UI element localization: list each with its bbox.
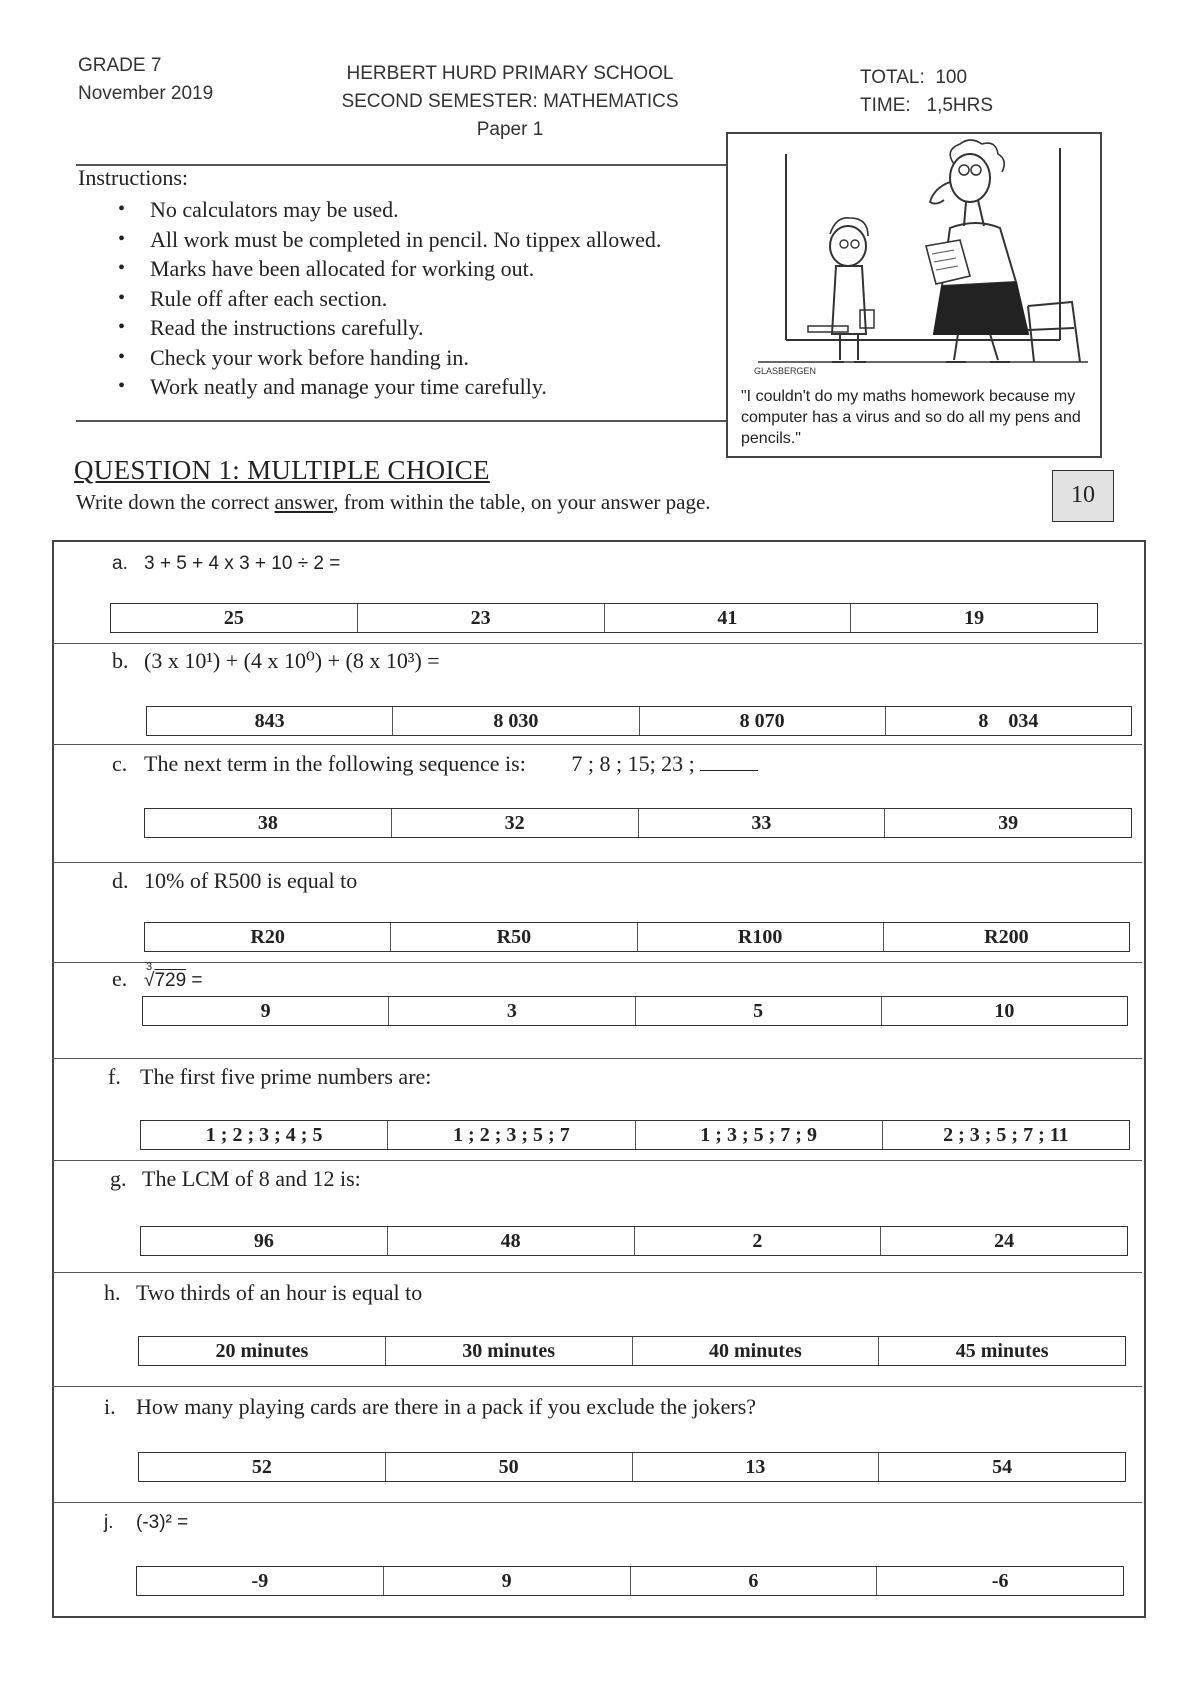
option[interactable]: 8 030 (393, 707, 639, 735)
grade-label: GRADE 7 (78, 55, 162, 76)
option[interactable]: 30 minutes (386, 1337, 633, 1365)
option[interactable]: 6 (631, 1567, 878, 1595)
header-center (300, 60, 720, 144)
question-h-text: Two thirds of an hour is equal to (136, 1280, 423, 1305)
option[interactable]: 52 (139, 1453, 386, 1481)
header-left (78, 52, 213, 108)
instruction-item: • All work must be completed in pencil. No tippex allowed. (110, 225, 730, 255)
option[interactable]: 3 (389, 997, 635, 1025)
question-c: c. The next term in the following sequence is: 7 ; 8 ; 15; 23 ; (112, 750, 758, 777)
exam-date: November 2019 (78, 83, 214, 104)
option[interactable]: 20 minutes (139, 1337, 386, 1365)
question-j-text: (-3)² = (136, 1512, 189, 1533)
total-value: 100 (935, 67, 968, 88)
option[interactable]: -6 (991, 1570, 1009, 1592)
instruction-item: • Check your work before handing in. (110, 343, 730, 373)
option[interactable]: 13 (633, 1453, 880, 1481)
option[interactable]: 45 minutes (955, 1340, 1049, 1362)
instruction-item: • Read the instructions carefully. (110, 313, 730, 343)
option[interactable]: 39 (998, 812, 1019, 834)
total-label: TOTAL: (860, 67, 925, 88)
time-label: TIME: (860, 95, 911, 116)
question-a: a. 3 + 5 + 4 x 3 + 10 ÷ 2 = (112, 553, 341, 574)
row-divider (52, 1058, 1142, 1059)
question-b-text: (3 x 10¹) + (4 x 10⁰) + (8 x 10³) = (144, 648, 440, 673)
question-instruction: Write down the correct answer, from within the table, on your answer page. (76, 490, 711, 514)
instruction-item: • Work neatly and manage your time carefully. (110, 372, 730, 402)
options-a (110, 603, 1098, 633)
question-f-text: The first five prime numbers are: (140, 1064, 432, 1089)
question-a-text: 3 + 5 + 4 x 3 + 10 ÷ 2 = (144, 553, 341, 574)
option[interactable]: 5 (636, 997, 882, 1025)
option[interactable]: R100 (638, 923, 884, 951)
school-name: HERBERT HURD PRIMARY SCHOOL (346, 63, 674, 84)
option[interactable]: 1 ; 2 ; 3 ; 4 ; 5 (141, 1121, 388, 1149)
paper-number: Paper 1 (476, 119, 544, 140)
cartoon-illustration (728, 134, 1100, 378)
option[interactable]: 50 (386, 1453, 633, 1481)
option[interactable]: 2 ; 3 ; 5 ; 7 ; 11 (943, 1124, 1069, 1146)
answer-blank (700, 750, 758, 771)
option[interactable]: 2 (635, 1227, 882, 1255)
option[interactable]: 8 034 (978, 710, 1039, 732)
options-b (146, 706, 1132, 736)
cartoon-caption: "I couldn't do my maths homework because my computer has a virus and so do all my pens and pencils." (741, 388, 1081, 447)
row-divider (52, 1272, 1142, 1273)
option[interactable]: 32 (392, 809, 639, 837)
question-i: i. How many playing cards are there in a pack if you exclude the jokers? (104, 1394, 757, 1419)
cube-root-expression: 3 √729 = (144, 961, 203, 991)
instruction-item: • Rule off after each section. (110, 284, 730, 314)
question-title: QUESTION 1: MULTIPLE CHOICE (74, 455, 490, 485)
options-f (140, 1120, 1130, 1150)
option[interactable]: 25 (111, 604, 358, 632)
row-divider (52, 1386, 1142, 1387)
option[interactable]: 9 (143, 997, 389, 1025)
option[interactable]: 24 (994, 1230, 1015, 1252)
row-divider (52, 1160, 1142, 1161)
cartoon-panel (726, 132, 1102, 458)
row-divider (52, 744, 1142, 745)
option[interactable]: 48 (388, 1227, 635, 1255)
options-c (144, 808, 1132, 838)
option[interactable]: 23 (358, 604, 605, 632)
question-h: h. Two thirds of an hour is equal to (104, 1280, 423, 1305)
row-divider (52, 862, 1142, 863)
row-divider (52, 643, 1142, 644)
option[interactable]: 33 (639, 809, 886, 837)
option[interactable]: 843 (147, 707, 393, 735)
option[interactable]: 40 minutes (633, 1337, 880, 1365)
exam-subject: SECOND SEMESTER: MATHEMATICS (341, 91, 679, 112)
option[interactable]: 96 (141, 1227, 388, 1255)
question-g: g. The LCM of 8 and 12 is: (110, 1166, 361, 1191)
options-g (140, 1226, 1128, 1256)
options-j (136, 1566, 1124, 1596)
cartoon-signature: GLASBERGEN (754, 366, 817, 376)
option[interactable]: 38 (145, 809, 392, 837)
question-d: d. 10% of R500 is equal to (112, 868, 358, 893)
row-divider (52, 1502, 1142, 1503)
option[interactable]: 1 ; 3 ; 5 ; 7 ; 9 (636, 1121, 883, 1149)
sequence: 7 ; 8 ; 15; 23 ; (571, 751, 695, 776)
options-i (138, 1452, 1126, 1482)
marks-box: 10 (1052, 470, 1114, 522)
option[interactable]: 54 (992, 1456, 1013, 1478)
instructions-list (110, 195, 730, 402)
instructions-bottom-rule (76, 420, 728, 422)
option[interactable]: R50 (391, 923, 637, 951)
header-right (860, 64, 993, 120)
option[interactable]: 8 070 (640, 707, 886, 735)
question-d-text: 10% of R500 is equal to (144, 868, 358, 893)
options-e (142, 996, 1128, 1026)
option[interactable]: -9 (137, 1567, 384, 1595)
option[interactable]: 10 (994, 1000, 1015, 1022)
option[interactable]: R20 (145, 923, 391, 951)
instruction-item: • No calculators may be used. (110, 195, 730, 225)
options-d (144, 922, 1130, 952)
option[interactable]: 19 (964, 607, 985, 629)
question-g-text: The LCM of 8 and 12 is: (142, 1166, 361, 1191)
option[interactable]: R200 (984, 926, 1029, 948)
question-f: f. The first five prime numbers are: (108, 1064, 432, 1089)
row-divider (52, 962, 1142, 963)
question-i-text: How many playing cards are there in a pack if you exclude the jokers? (136, 1394, 757, 1419)
instruction-item: • Marks have been allocated for working out. (110, 254, 730, 284)
time-value: 1,5HRS (926, 95, 994, 116)
question-c-text: The next term in the following sequence is: (144, 751, 526, 776)
question-j: j. (-3)² = (104, 1512, 189, 1533)
question-e: e. 3 √729 = (112, 961, 203, 991)
question-b: b. (3 x 10¹) + (4 x 10⁰) + (8 x 10³) = (112, 648, 440, 673)
option[interactable]: 9 (384, 1567, 631, 1595)
options-h (138, 1336, 1126, 1366)
option[interactable]: 41 (605, 604, 852, 632)
option[interactable]: 1 ; 2 ; 3 ; 5 ; 7 (388, 1121, 635, 1149)
instructions-title: Instructions: (78, 165, 188, 190)
